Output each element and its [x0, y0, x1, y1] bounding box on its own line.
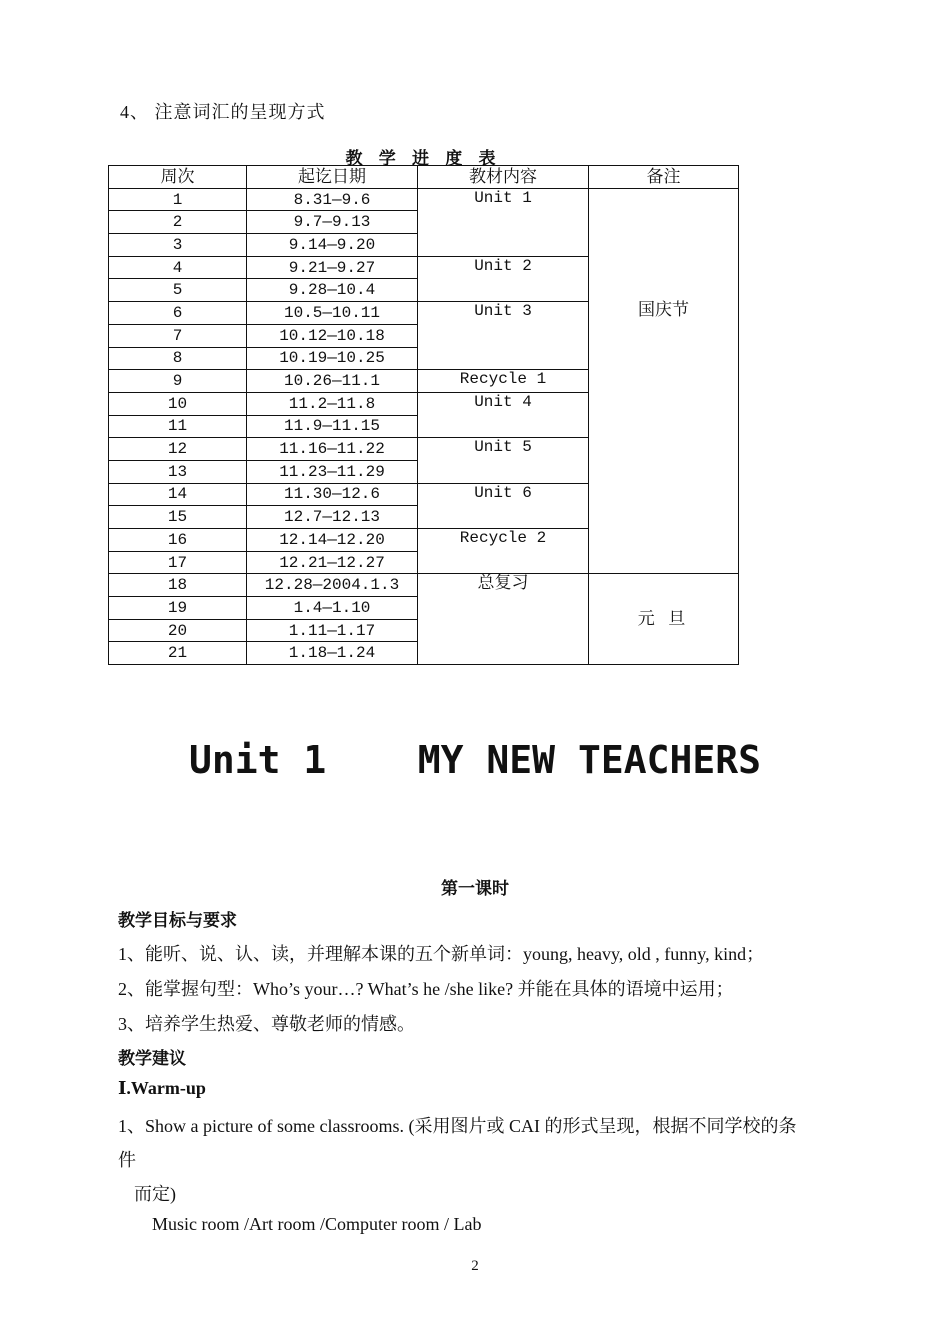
week-cell: 7 [109, 324, 247, 347]
date-cell: 11.23—11.29 [247, 460, 418, 483]
week-cell: 1 [109, 188, 247, 211]
schedule-table [108, 165, 739, 665]
week-cell: 13 [109, 460, 247, 483]
week-cell: 9 [109, 370, 247, 393]
warmup-line: Music room /Art room /Computer room / Lab [152, 1214, 482, 1234]
week-cell: 3 [109, 234, 247, 257]
objective-item: 3、培养学生热爱、尊敬老师的情感。 [118, 1014, 415, 1034]
date-cell: 11.30—12.6 [247, 483, 418, 506]
date-cell: 11.9—11.15 [247, 415, 418, 438]
week-cell: 14 [109, 483, 247, 506]
content-cell: Unit 5 [418, 438, 589, 483]
week-cell: 2 [109, 211, 247, 234]
content-cell: Unit 4 [418, 392, 589, 437]
header-week: 周次 [109, 166, 247, 189]
date-cell: 12.7—12.13 [247, 506, 418, 529]
content-cell: Recycle 1 [418, 370, 589, 393]
date-cell: 10.19—10.25 [247, 347, 418, 370]
week-cell: 16 [109, 529, 247, 552]
date-cell: 9.7—9.13 [247, 211, 418, 234]
week-cell: 8 [109, 347, 247, 370]
week-cell: 5 [109, 279, 247, 302]
suggestions-heading: 教学建议 [118, 1049, 186, 1069]
remark-cell: 国庆节 [589, 188, 739, 574]
week-cell: 10 [109, 392, 247, 415]
objective-item: 2、能掌握句型：Who’s your…? What’s he /she like? 并能在具体的语境中运用； [118, 979, 734, 999]
objective-item: 1、能听、说、认、读，并理解本课的五个新单词：young, heavy, old , funny, kind； [118, 944, 765, 964]
lesson-title: 第一课时 [441, 879, 509, 899]
week-cell: 18 [109, 574, 247, 597]
date-cell: 10.26—11.1 [247, 370, 418, 393]
date-cell: 11.16—11.22 [247, 438, 418, 461]
content-cell: Unit 6 [418, 483, 589, 528]
date-cell: 12.14—12.20 [247, 529, 418, 552]
week-cell: 17 [109, 551, 247, 574]
week-cell: 11 [109, 415, 247, 438]
warmup-line: 1、Show a picture of some classrooms. (采用图片或 CAI 的形式呈现，根据不同学校的条 [118, 1116, 797, 1136]
date-cell: 8.31—9.6 [247, 188, 418, 211]
date-cell: 1.4—1.10 [247, 597, 418, 620]
date-cell: 9.14—9.20 [247, 234, 418, 257]
header-content: 教材内容 [418, 166, 589, 189]
objectives-heading: 教学目标与要求 [118, 911, 237, 931]
date-cell: 12.28—2004.1.3 [247, 574, 418, 597]
date-cell: 10.12—10.18 [247, 324, 418, 347]
week-cell: 19 [109, 597, 247, 620]
date-cell: 12.21—12.27 [247, 551, 418, 574]
week-cell: 4 [109, 256, 247, 279]
date-cell: 10.5—10.11 [247, 302, 418, 325]
week-cell: 15 [109, 506, 247, 529]
warmup-line: 而定) [134, 1184, 176, 1204]
content-cell: Recycle 2 [418, 529, 589, 574]
week-cell: 21 [109, 642, 247, 665]
page-number: 2 [471, 1258, 479, 1274]
vocabulary-note: 4、 注意词汇的呈现方式 [120, 102, 326, 122]
header-dates: 起讫日期 [247, 166, 418, 189]
week-cell: 20 [109, 619, 247, 642]
date-cell: 9.21—9.27 [247, 256, 418, 279]
content-cell: Unit 3 [418, 302, 589, 370]
week-cell: 12 [109, 438, 247, 461]
warmup-heading: Ⅰ.Warm-up [118, 1078, 206, 1098]
unit-title: Unit 1 MY NEW TEACHERS [189, 738, 761, 782]
schedule-title: 教 学 进 度 表 [345, 149, 502, 168]
remark-cell: 元 旦 [589, 574, 739, 665]
date-cell: 1.18—1.24 [247, 642, 418, 665]
week-cell: 6 [109, 302, 247, 325]
content-cell: Unit 2 [418, 256, 589, 301]
date-cell: 9.28—10.4 [247, 279, 418, 302]
date-cell: 11.2—11.8 [247, 392, 418, 415]
header-remarks: 备注 [589, 166, 739, 189]
table-row [109, 574, 739, 597]
content-cell: 总复习 [418, 574, 589, 665]
table-header-row [109, 166, 739, 189]
content-cell: Unit 1 [418, 188, 589, 256]
date-cell: 1.11—1.17 [247, 619, 418, 642]
table-row [109, 188, 739, 211]
warmup-line: 件 [118, 1150, 136, 1170]
